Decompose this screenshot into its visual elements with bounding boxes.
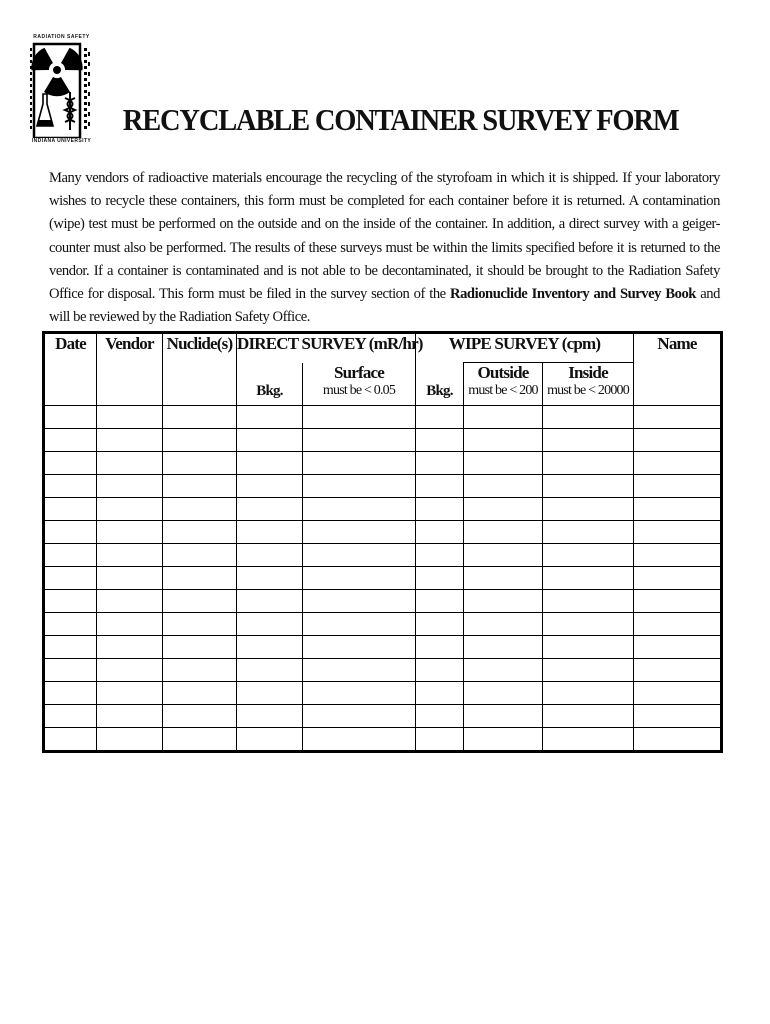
intro-bold-book-name: Radionuclide Inventory and Survey Book (450, 286, 696, 303)
cell-direct-bkg[interactable] (237, 590, 303, 613)
cell-name[interactable] (634, 705, 722, 728)
table-row (44, 728, 722, 752)
survey-table (42, 331, 723, 753)
cell-outside[interactable] (464, 521, 543, 544)
cell-nuclides[interactable] (163, 636, 237, 659)
table-row (44, 498, 722, 521)
cell-outside[interactable] (464, 406, 543, 429)
cell-outside[interactable] (464, 728, 543, 752)
cell-nuclides[interactable] (163, 521, 237, 544)
radiation-safety-logo (29, 34, 94, 146)
cell-inside[interactable] (543, 521, 634, 544)
cell-date[interactable] (44, 728, 97, 752)
logo-bottom-text: INDIANA UNIVERSITY (31, 138, 92, 144)
cell-direct-bkg[interactable] (237, 475, 303, 498)
cell-wipe-bkg[interactable] (416, 406, 464, 429)
cell-name[interactable] (634, 429, 722, 452)
cell-vendor[interactable] (97, 544, 163, 567)
cell-name[interactable] (634, 613, 722, 636)
cell-surface[interactable] (303, 452, 416, 475)
radiation-trefoil-icon (29, 42, 94, 138)
cell-outside[interactable] (464, 613, 543, 636)
header-direct-survey: DIRECT SURVEY (mR/hr) (237, 333, 416, 363)
cell-direct-bkg[interactable] (237, 567, 303, 590)
cell-vendor[interactable] (97, 452, 163, 475)
cell-wipe-bkg[interactable] (416, 498, 464, 521)
cell-surface[interactable] (303, 682, 416, 705)
cell-surface[interactable] (303, 728, 416, 752)
cell-name[interactable] (634, 567, 722, 590)
cell-date[interactable] (44, 613, 97, 636)
cell-date[interactable] (44, 429, 97, 452)
cell-wipe-bkg[interactable] (416, 659, 464, 682)
cell-date[interactable] (44, 659, 97, 682)
cell-name[interactable] (634, 728, 722, 752)
cell-wipe-bkg[interactable] (416, 452, 464, 475)
cell-outside[interactable] (464, 590, 543, 613)
cell-wipe-bkg[interactable] (416, 429, 464, 452)
intro-paragraph (49, 167, 720, 329)
cell-surface[interactable] (303, 544, 416, 567)
cell-direct-bkg[interactable] (237, 705, 303, 728)
cell-surface[interactable] (303, 475, 416, 498)
cell-direct-bkg[interactable] (237, 636, 303, 659)
cell-outside[interactable] (464, 659, 543, 682)
cell-vendor[interactable] (97, 406, 163, 429)
table-row (44, 452, 722, 475)
cell-direct-bkg[interactable] (237, 659, 303, 682)
table-row (44, 429, 722, 452)
table-row (44, 682, 722, 705)
cell-nuclides[interactable] (163, 429, 237, 452)
table-row (44, 705, 722, 728)
cell-outside[interactable] (464, 498, 543, 521)
cell-wipe-bkg[interactable] (416, 544, 464, 567)
subheader-inside: Inside (543, 363, 634, 384)
cell-nuclides[interactable] (163, 590, 237, 613)
cell-nuclides[interactable] (163, 659, 237, 682)
cell-surface[interactable] (303, 659, 416, 682)
cell-date[interactable] (44, 544, 97, 567)
cell-surface[interactable] (303, 636, 416, 659)
cell-nuclides[interactable] (163, 544, 237, 567)
cell-nuclides[interactable] (163, 728, 237, 752)
cell-wipe-bkg[interactable] (416, 521, 464, 544)
cell-date[interactable] (44, 498, 97, 521)
cell-nuclides[interactable] (163, 705, 237, 728)
cell-nuclides[interactable] (163, 475, 237, 498)
logo-top-text: RADIATION SAFETY (33, 34, 90, 40)
cell-inside[interactable] (543, 406, 634, 429)
cell-name[interactable] (634, 406, 722, 429)
cell-inside[interactable] (543, 705, 634, 728)
cell-date[interactable] (44, 475, 97, 498)
intro-text-1: Many vendors of radioactive materials encourage the recycling of the styrofoam in which it is shipped. If your laboratory wishes to recycle these containers, this form must be completed for each container before it is returned. A contamination (wipe) test must be performed on the outside and on the inside of the container. In addition, a direct survey with a geiger- counter must also be performed. The results of these surveys must be within the limits specified before it is returned to the vendor. If a container is contaminated and is not able to be decontaminated, it should be brought to the Radiation Safety Office for disposal. This form must be filed in the survey section of the (49, 170, 720, 303)
cell-date[interactable] (44, 705, 97, 728)
cell-nuclides[interactable] (163, 498, 237, 521)
header-vendor: Vendor (97, 333, 163, 406)
table-row (44, 521, 722, 544)
cell-outside[interactable] (464, 475, 543, 498)
cell-inside[interactable] (543, 728, 634, 752)
cell-vendor[interactable] (97, 498, 163, 521)
cell-wipe-bkg[interactable] (416, 682, 464, 705)
subheader-surface-limit: must be < 0.05 (303, 383, 416, 406)
cell-vendor[interactable] (97, 567, 163, 590)
cell-name[interactable] (634, 498, 722, 521)
cell-inside[interactable] (543, 452, 634, 475)
cell-outside[interactable] (464, 567, 543, 590)
cell-date[interactable] (44, 636, 97, 659)
header-nuclides: Nuclide(s) (163, 333, 237, 406)
cell-direct-bkg[interactable] (237, 452, 303, 475)
cell-nuclides[interactable] (163, 406, 237, 429)
cell-name[interactable] (634, 682, 722, 705)
cell-surface[interactable] (303, 498, 416, 521)
table-row (44, 613, 722, 636)
cell-wipe-bkg[interactable] (416, 590, 464, 613)
cell-direct-bkg[interactable] (237, 682, 303, 705)
table-row (44, 406, 722, 429)
cell-inside[interactable] (543, 498, 634, 521)
cell-nuclides[interactable] (163, 567, 237, 590)
table-row (44, 590, 722, 613)
cell-vendor[interactable] (97, 475, 163, 498)
cell-vendor[interactable] (97, 521, 163, 544)
cell-wipe-bkg[interactable] (416, 613, 464, 636)
cell-nuclides[interactable] (163, 682, 237, 705)
cell-surface[interactable] (303, 567, 416, 590)
cell-vendor[interactable] (97, 682, 163, 705)
cell-inside[interactable] (543, 682, 634, 705)
cell-date[interactable] (44, 590, 97, 613)
cell-direct-bkg[interactable] (237, 429, 303, 452)
cell-name[interactable] (634, 452, 722, 475)
subheader-surface: Surface (303, 363, 416, 384)
cell-inside[interactable] (543, 590, 634, 613)
cell-surface[interactable] (303, 429, 416, 452)
subheader-outside-limit: must be < 200 (464, 383, 543, 406)
cell-date[interactable] (44, 521, 97, 544)
header-wipe-survey: WIPE SURVEY (cpm) (416, 333, 634, 363)
cell-name[interactable] (634, 659, 722, 682)
cell-vendor[interactable] (97, 613, 163, 636)
cell-nuclides[interactable] (163, 452, 237, 475)
header-date: Date (44, 333, 97, 406)
wipe-bkg-spacer (416, 363, 464, 384)
subheader-inside-limit: must be < 20000 (543, 383, 634, 406)
cell-vendor[interactable] (97, 705, 163, 728)
cell-nuclides[interactable] (163, 613, 237, 636)
cell-wipe-bkg[interactable] (416, 567, 464, 590)
cell-inside[interactable] (543, 613, 634, 636)
table-row (44, 475, 722, 498)
cell-direct-bkg[interactable] (237, 521, 303, 544)
cell-direct-bkg[interactable] (237, 406, 303, 429)
cell-name[interactable] (634, 475, 722, 498)
direct-bkg-spacer (237, 363, 303, 384)
cell-outside[interactable] (464, 705, 543, 728)
cell-outside[interactable] (464, 429, 543, 452)
cell-direct-bkg[interactable] (237, 728, 303, 752)
cell-inside[interactable] (543, 567, 634, 590)
cell-wipe-bkg[interactable] (416, 636, 464, 659)
cell-surface[interactable] (303, 705, 416, 728)
subheader-outside: Outside (464, 363, 543, 384)
cell-outside[interactable] (464, 636, 543, 659)
cell-outside[interactable] (464, 452, 543, 475)
cell-vendor[interactable] (97, 659, 163, 682)
header-name: Name (634, 333, 722, 406)
subheader-direct-bkg: Bkg. (237, 383, 303, 406)
cell-vendor[interactable] (97, 590, 163, 613)
cell-outside[interactable] (464, 682, 543, 705)
cell-surface[interactable] (303, 590, 416, 613)
cell-date[interactable] (44, 406, 97, 429)
cell-surface[interactable] (303, 613, 416, 636)
cell-wipe-bkg[interactable] (416, 475, 464, 498)
table-row (44, 544, 722, 567)
cell-inside[interactable] (543, 636, 634, 659)
table-row (44, 567, 722, 590)
cell-direct-bkg[interactable] (237, 613, 303, 636)
cell-inside[interactable] (543, 544, 634, 567)
cell-name[interactable] (634, 636, 722, 659)
cell-name[interactable] (634, 521, 722, 544)
cell-vendor[interactable] (97, 728, 163, 752)
table-row (44, 659, 722, 682)
survey-table-body (44, 406, 722, 752)
cell-date[interactable] (44, 682, 97, 705)
form-title: RECYCLABLE CONTAINER SURVEY FORM (122, 102, 679, 137)
subheader-wipe-bkg: Bkg. (416, 383, 464, 406)
cell-name[interactable] (634, 590, 722, 613)
cell-inside[interactable] (543, 659, 634, 682)
cell-wipe-bkg[interactable] (416, 728, 464, 752)
cell-outside[interactable] (464, 544, 543, 567)
cell-inside[interactable] (543, 475, 634, 498)
cell-wipe-bkg[interactable] (416, 705, 464, 728)
intro-text-2: and will be reviewed by the Radiation Safety Office. (49, 286, 720, 326)
table-row (44, 636, 722, 659)
cell-direct-bkg[interactable] (237, 544, 303, 567)
cell-vendor[interactable] (97, 636, 163, 659)
cell-name[interactable] (634, 544, 722, 567)
cell-inside[interactable] (543, 429, 634, 452)
cell-direct-bkg[interactable] (237, 498, 303, 521)
cell-surface[interactable] (303, 406, 416, 429)
cell-vendor[interactable] (97, 429, 163, 452)
cell-surface[interactable] (303, 521, 416, 544)
cell-date[interactable] (44, 567, 97, 590)
cell-date[interactable] (44, 452, 97, 475)
